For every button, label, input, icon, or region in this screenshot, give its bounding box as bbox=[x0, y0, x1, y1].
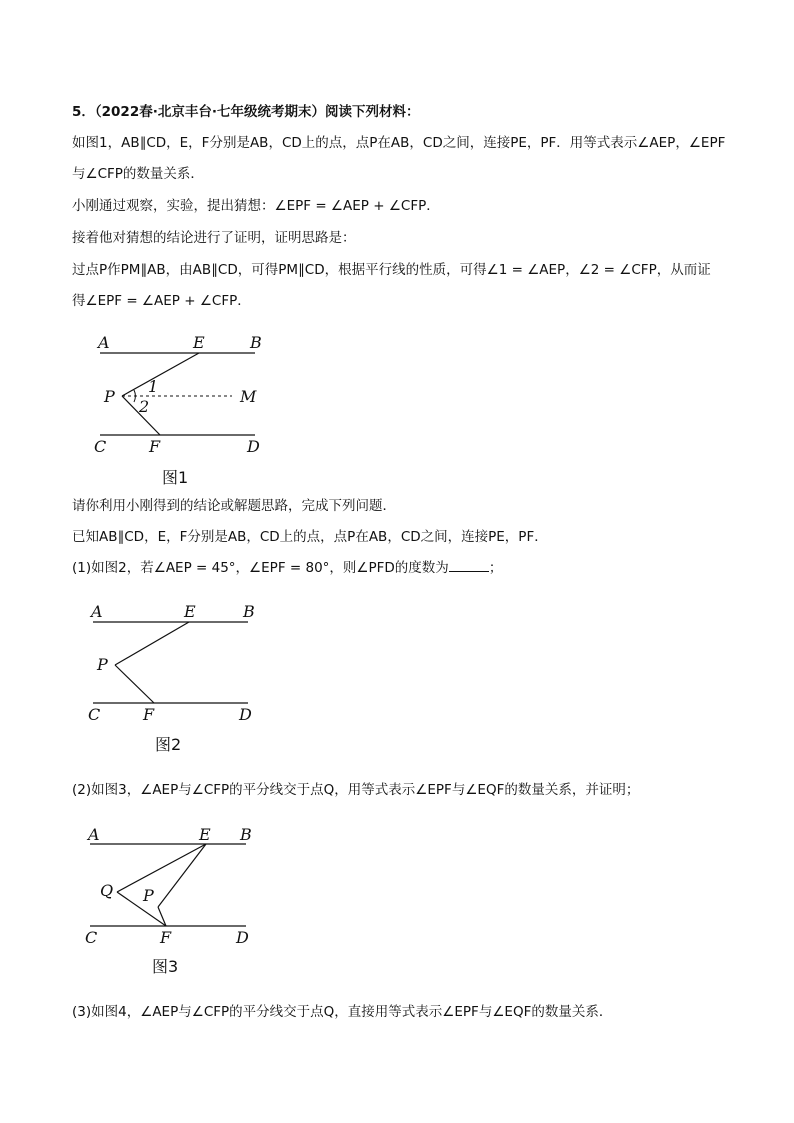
question-2: (2)如图3，∠AEP与∠CFP的平分线交于点Q，用等式表示∠EPF与∠EQF的数量关系，并证明； bbox=[72, 782, 640, 798]
segment-qe bbox=[117, 844, 206, 892]
proof-line-1: 过点P作PM∥AB，由AB∥CD，可得PM∥CD，根据平行线的性质，可得∠1 = ∠AEP，∠2 = ∠CFP，从而证 bbox=[72, 262, 711, 278]
label-c: C bbox=[94, 437, 107, 456]
intro-line-2: 与∠CFP的数量关系． bbox=[72, 166, 204, 182]
label-d: D bbox=[247, 437, 260, 456]
label-c: C bbox=[85, 928, 98, 947]
label-m: M bbox=[240, 387, 257, 406]
label-f: F bbox=[160, 928, 172, 947]
segment-pf bbox=[115, 665, 154, 703]
question-1-end: ； bbox=[488, 560, 503, 576]
label-p: P bbox=[143, 886, 154, 905]
proof-line-2: 得∠EPF = ∠AEP + ∠CFP． bbox=[72, 293, 251, 309]
label-p: P bbox=[97, 655, 108, 674]
question-1-text: (1)如图2，若∠AEP = 45°，∠EPF = 80°，则∠PFD的度数为 bbox=[72, 560, 449, 576]
problem-header: 5．（2022春·北京丰台·七年级统考期末）阅读下列材料： bbox=[72, 104, 420, 120]
answer-blank[interactable] bbox=[449, 559, 489, 572]
label-c: C bbox=[88, 705, 101, 724]
proof-intro: 接着他对猜想的结论进行了证明，证明思路是： bbox=[72, 230, 356, 246]
segment-pe bbox=[115, 622, 189, 665]
ask-line: 请你利用小刚得到的结论或解题思路，完成下列问题． bbox=[72, 498, 396, 514]
question-1 bbox=[72, 558, 502, 578]
label-b: B bbox=[250, 333, 262, 352]
figure-3-caption: 图3 bbox=[152, 957, 179, 976]
label-q: Q bbox=[100, 881, 114, 900]
figure-1 bbox=[90, 330, 280, 490]
label-a: A bbox=[91, 602, 103, 621]
label-d: D bbox=[236, 928, 249, 947]
label-p: P bbox=[104, 387, 115, 406]
question-3: (3)如图4，∠AEP与∠CFP的平分线交于点Q，直接用等式表示∠EPF与∠EQF的数量关系． bbox=[72, 1004, 613, 1020]
label-e: E bbox=[193, 333, 205, 352]
label-a: A bbox=[98, 333, 110, 352]
label-2: 2 bbox=[139, 397, 150, 416]
figure-1-caption: 图1 bbox=[162, 468, 189, 487]
figure-2 bbox=[85, 598, 275, 758]
label-e: E bbox=[184, 602, 196, 621]
label-1: 1 bbox=[148, 377, 159, 396]
intro-line-1: 如图1，AB∥CD，E，F分别是AB，CD上的点，点P在AB，CD之间，连接PE，PF．用等式表示∠AEP，∠EPF bbox=[72, 135, 726, 151]
label-e: E bbox=[199, 825, 211, 844]
label-a: A bbox=[88, 825, 100, 844]
guess-line: 小刚通过观察，实验，提出猜想：∠EPF = ∠AEP + ∠CFP． bbox=[72, 198, 440, 214]
figure-2-caption: 图2 bbox=[155, 735, 182, 754]
label-f: F bbox=[143, 705, 155, 724]
label-b: B bbox=[240, 825, 252, 844]
label-b: B bbox=[243, 602, 255, 621]
segment-pe bbox=[122, 353, 199, 396]
segment-pe bbox=[158, 844, 206, 907]
given-line: 已知AB∥CD，E，F分别是AB，CD上的点，点P在AB，CD之间，连接PE，PF． bbox=[72, 529, 548, 545]
figure-3 bbox=[82, 820, 272, 980]
label-d: D bbox=[239, 705, 252, 724]
label-f: F bbox=[149, 437, 161, 456]
